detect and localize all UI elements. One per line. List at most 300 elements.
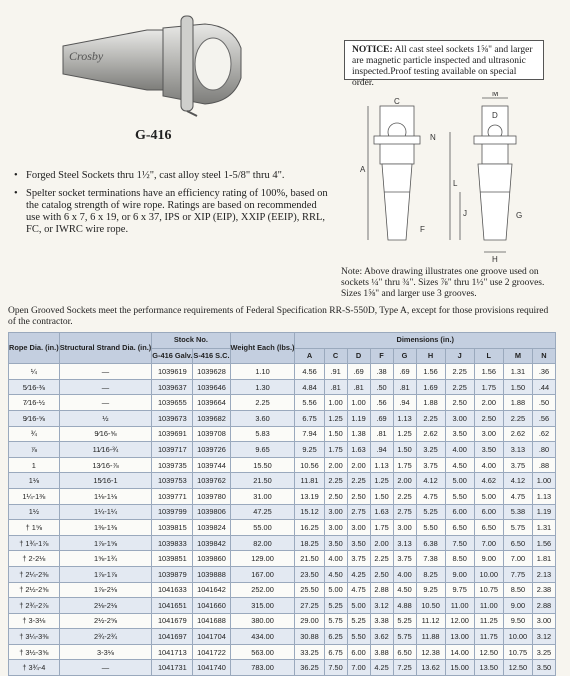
table-cell: 3.00 bbox=[324, 504, 347, 520]
table-cell: 1039691 bbox=[152, 426, 193, 442]
table-cell: 1.25 bbox=[324, 410, 347, 426]
table-cell: 6.75 bbox=[324, 644, 347, 660]
table-cell: 3.38 bbox=[370, 613, 393, 629]
table-cell: 11.12 bbox=[416, 613, 445, 629]
table-cell: 2.38 bbox=[532, 582, 555, 598]
table-cell: .56 bbox=[370, 395, 393, 411]
spec-table bbox=[8, 332, 556, 676]
table-cell: 1039726 bbox=[193, 442, 230, 458]
table-row bbox=[9, 426, 556, 442]
table-cell: 9⁄16-⅝ bbox=[59, 426, 152, 442]
table-cell: 10.75 bbox=[503, 644, 532, 660]
dim-label-c: C bbox=[394, 97, 400, 106]
table-cell: 6.50 bbox=[474, 520, 503, 536]
table-cell: 5.25 bbox=[393, 613, 416, 629]
table-cell: 4.75 bbox=[503, 488, 532, 504]
table-cell: 1039860 bbox=[193, 551, 230, 567]
table-cell: 9.00 bbox=[445, 566, 474, 582]
col-header-dim-n: N bbox=[532, 348, 555, 364]
table-cell: 2.25 bbox=[503, 410, 532, 426]
table-cell: † 3-3⅛ bbox=[9, 613, 60, 629]
table-cell: 5.50 bbox=[416, 520, 445, 536]
table-cell: 3.50 bbox=[474, 442, 503, 458]
table-cell: 6.25 bbox=[324, 629, 347, 645]
table-row bbox=[9, 598, 556, 614]
table-cell: 2.00 bbox=[393, 473, 416, 489]
table-cell: 7.38 bbox=[416, 551, 445, 567]
table-cell: .50 bbox=[370, 379, 393, 395]
table-cell: 1.13 bbox=[393, 410, 416, 426]
table-cell: 4.56 bbox=[295, 364, 324, 380]
table-cell: 9.50 bbox=[503, 613, 532, 629]
table-cell: 2.00 bbox=[347, 457, 370, 473]
table-row bbox=[9, 395, 556, 411]
table-cell: 2.25 bbox=[445, 364, 474, 380]
table-cell: 3.75 bbox=[393, 551, 416, 567]
table-cell: 15⁄16-1 bbox=[59, 473, 152, 489]
notice-text: All cast steel sockets 1⅝" and larger are magnetic particle inspected and ultrasonic inspected.Proof testing available on special order. bbox=[352, 45, 533, 88]
table-cell: 4.50 bbox=[445, 457, 474, 473]
table-cell: 2.25 bbox=[416, 410, 445, 426]
table-cell: 9.00 bbox=[474, 551, 503, 567]
table-cell: 16.25 bbox=[295, 520, 324, 536]
table-cell: 1039664 bbox=[193, 395, 230, 411]
table-cell: 1.13 bbox=[370, 457, 393, 473]
table-cell: 1039753 bbox=[152, 473, 193, 489]
table-cell: 1⅝-1¾ bbox=[59, 551, 152, 567]
table-cell: 3.88 bbox=[370, 644, 393, 660]
table-cell: 1.75 bbox=[370, 520, 393, 536]
table-cell: 13.50 bbox=[474, 660, 503, 676]
table-cell: 4.50 bbox=[324, 566, 347, 582]
table-cell: 21.50 bbox=[295, 551, 324, 567]
notice-label: NOTICE: bbox=[352, 45, 393, 55]
table-cell: 3.60 bbox=[230, 410, 295, 426]
table-cell: 14.00 bbox=[445, 644, 474, 660]
table-cell: 10.75 bbox=[474, 582, 503, 598]
table-cell: 3.00 bbox=[474, 426, 503, 442]
table-cell: 11.88 bbox=[416, 629, 445, 645]
table-cell: 1039833 bbox=[152, 535, 193, 551]
table-cell: 3.75 bbox=[347, 551, 370, 567]
table-row bbox=[9, 582, 556, 598]
table-cell: 6.50 bbox=[445, 520, 474, 536]
table-cell: 1039628 bbox=[193, 364, 230, 380]
dim-label-a: A bbox=[360, 165, 366, 174]
table-cell: 3.50 bbox=[324, 535, 347, 551]
table-cell: 563.00 bbox=[230, 644, 295, 660]
table-cell: 3.62 bbox=[370, 629, 393, 645]
table-cell: 12.00 bbox=[445, 613, 474, 629]
table-row bbox=[9, 535, 556, 551]
table-cell: 9.75 bbox=[445, 582, 474, 598]
table-cell: 3.75 bbox=[416, 457, 445, 473]
table-cell: 5.83 bbox=[230, 426, 295, 442]
table-cell: 1039842 bbox=[193, 535, 230, 551]
table-cell: .44 bbox=[532, 379, 555, 395]
table-cell: 1039815 bbox=[152, 520, 193, 536]
table-cell: 1.10 bbox=[230, 364, 295, 380]
table-cell: 18.25 bbox=[295, 535, 324, 551]
table-row bbox=[9, 504, 556, 520]
table-cell: 1.88 bbox=[503, 395, 532, 411]
table-row bbox=[9, 613, 556, 629]
table-cell: 10.56 bbox=[295, 457, 324, 473]
table-cell: 13.62 bbox=[416, 660, 445, 676]
table-row bbox=[9, 520, 556, 536]
table-cell: 3.75 bbox=[503, 457, 532, 473]
table-cell: 10.00 bbox=[474, 566, 503, 582]
table-cell: 1⅞-1⅝ bbox=[59, 535, 152, 551]
table-cell: 6.38 bbox=[416, 535, 445, 551]
table-cell: 2.62 bbox=[503, 426, 532, 442]
table-cell: 2.00 bbox=[474, 395, 503, 411]
col-header-rope: Rope Dia. (in.) bbox=[9, 333, 60, 364]
table-cell: 7.00 bbox=[347, 660, 370, 676]
table-cell: 29.00 bbox=[295, 613, 324, 629]
table-cell: 1039682 bbox=[193, 410, 230, 426]
table-cell: 4.25 bbox=[370, 660, 393, 676]
table-cell: 6.75 bbox=[295, 410, 324, 426]
table-cell: .91 bbox=[324, 364, 347, 380]
col-header-stock: Stock No. bbox=[152, 333, 230, 349]
table-cell: ¼ bbox=[9, 364, 60, 380]
table-cell: 3.00 bbox=[393, 520, 416, 536]
table-cell: 1039824 bbox=[193, 520, 230, 536]
table-cell: † 2¾-2⅞ bbox=[9, 598, 60, 614]
table-cell: 3.13 bbox=[503, 442, 532, 458]
table-cell: 7.00 bbox=[503, 551, 532, 567]
table-cell: 5.25 bbox=[347, 613, 370, 629]
table-cell: † 3¾-4 bbox=[9, 660, 60, 676]
table-row bbox=[9, 551, 556, 567]
col-header-dim-m: M bbox=[503, 348, 532, 364]
table-cell: 5.00 bbox=[445, 473, 474, 489]
table-cell: ¾ bbox=[9, 426, 60, 442]
col-header-dim-h: H bbox=[416, 348, 445, 364]
table-cell: 4.00 bbox=[445, 442, 474, 458]
table-cell: 7⁄16-½ bbox=[9, 395, 60, 411]
table-cell: 2.75 bbox=[347, 504, 370, 520]
table-cell: 2.25 bbox=[347, 473, 370, 489]
table-cell: 1041660 bbox=[193, 598, 230, 614]
table-cell: — bbox=[59, 379, 152, 395]
table-cell: 36.25 bbox=[295, 660, 324, 676]
table-cell: 1039806 bbox=[193, 504, 230, 520]
table-cell: 1.69 bbox=[416, 379, 445, 395]
table-cell: 1.50 bbox=[393, 442, 416, 458]
table-cell: 1.25 bbox=[393, 426, 416, 442]
table-cell: 15.12 bbox=[295, 504, 324, 520]
table-cell: ½ bbox=[59, 410, 152, 426]
table-cell: 1039762 bbox=[193, 473, 230, 489]
table-cell: 8.50 bbox=[503, 582, 532, 598]
table-cell: 1039646 bbox=[193, 379, 230, 395]
table-cell: 7.25 bbox=[393, 660, 416, 676]
table-cell: 1.56 bbox=[532, 535, 555, 551]
table-cell: 55.00 bbox=[230, 520, 295, 536]
table-cell: 8.25 bbox=[416, 566, 445, 582]
table-cell: 1039851 bbox=[152, 551, 193, 567]
dim-label-g: G bbox=[516, 211, 523, 220]
table-cell: 1.00 bbox=[324, 395, 347, 411]
col-header-dim-l: L bbox=[474, 348, 503, 364]
table-cell: 5.38 bbox=[503, 504, 532, 520]
table-cell: 252.00 bbox=[230, 582, 295, 598]
table-cell: 11.81 bbox=[295, 473, 324, 489]
table-cell: .69 bbox=[347, 364, 370, 380]
table-cell: 1039708 bbox=[193, 426, 230, 442]
table-row bbox=[9, 629, 556, 645]
table-cell: 3.00 bbox=[324, 520, 347, 536]
table-cell: 2.13 bbox=[532, 566, 555, 582]
table-cell: 13.19 bbox=[295, 488, 324, 504]
table-cell: † 2½-2⅝ bbox=[9, 582, 60, 598]
table-cell: .81 bbox=[393, 379, 416, 395]
table-cell: 13⁄16-⅞ bbox=[59, 457, 152, 473]
table-cell: 1.25 bbox=[370, 473, 393, 489]
table-cell: 1⅜-1⅜ bbox=[59, 520, 152, 536]
col-header-s416: S-416 S.C. bbox=[193, 348, 230, 364]
table-cell: † 2¼-2⅜ bbox=[9, 566, 60, 582]
table-cell: † 1⅝ bbox=[9, 520, 60, 536]
table-cell: 1041722 bbox=[193, 644, 230, 660]
table-cell: 1⅞-1⅞ bbox=[59, 566, 152, 582]
table-cell: 1⅛ bbox=[9, 473, 60, 489]
table-cell: 6.00 bbox=[445, 504, 474, 520]
table-cell: .69 bbox=[393, 364, 416, 380]
col-header-dim-d: D bbox=[347, 348, 370, 364]
table-cell: 3-3⅛ bbox=[59, 644, 152, 660]
dim-label-l: L bbox=[453, 179, 458, 188]
table-cell: 12.50 bbox=[474, 644, 503, 660]
table-cell: 9.65 bbox=[230, 442, 295, 458]
table-cell: 2.62 bbox=[416, 426, 445, 442]
table-cell: 12.38 bbox=[416, 644, 445, 660]
table-cell: 1.00 bbox=[347, 395, 370, 411]
table-cell: 1039619 bbox=[152, 364, 193, 380]
table-cell: 1.75 bbox=[393, 457, 416, 473]
table-cell: 1.56 bbox=[416, 364, 445, 380]
table-cell: .81 bbox=[347, 379, 370, 395]
table-cell: 11.00 bbox=[474, 598, 503, 614]
table-cell: 2.25 bbox=[445, 379, 474, 395]
table-cell: .94 bbox=[393, 395, 416, 411]
dim-label-j: J bbox=[463, 209, 467, 218]
table-cell: 2.50 bbox=[474, 410, 503, 426]
table-cell: 2.88 bbox=[532, 598, 555, 614]
table-cell: † 3½-3⅝ bbox=[9, 644, 60, 660]
table-cell: 3.00 bbox=[347, 520, 370, 536]
table-cell: 5.50 bbox=[445, 488, 474, 504]
feature-item: • Spelter socket terminations have an efficiency rating of 100%, based on the catalog strength of wire rope. Ratings are based on recommended use with 6 x 7, 6 x 19, or 6 x 37, IPS or XIP (EIP), XXIP (EEIP), RRL, FC, or IWRC wire rope. bbox=[14, 188, 332, 236]
table-cell: — bbox=[59, 395, 152, 411]
table-cell: 1041679 bbox=[152, 613, 193, 629]
table-cell: 1041697 bbox=[152, 629, 193, 645]
table-row bbox=[9, 644, 556, 660]
table-cell: † 1¾-1⅞ bbox=[9, 535, 60, 551]
table-cell: 2.00 bbox=[370, 535, 393, 551]
table-cell: 7.94 bbox=[295, 426, 324, 442]
table-cell: 4.88 bbox=[393, 598, 416, 614]
table-cell: 2.00 bbox=[324, 457, 347, 473]
feature-list bbox=[14, 170, 332, 242]
table-cell: 1039771 bbox=[152, 488, 193, 504]
table-cell: 2.75 bbox=[393, 504, 416, 520]
table-cell: 434.00 bbox=[230, 629, 295, 645]
table-cell: 4.25 bbox=[347, 566, 370, 582]
spec-intro: Open Grooved Sockets meet the performance requirements of Federal Specification RR-S-550D, Type A, except for those provisions required of the contractor. bbox=[8, 306, 549, 327]
table-cell: 9.00 bbox=[503, 598, 532, 614]
table-cell: 167.00 bbox=[230, 566, 295, 582]
table-cell: 6.00 bbox=[474, 504, 503, 520]
table-cell: 1.88 bbox=[416, 395, 445, 411]
table-cell: 2.50 bbox=[445, 395, 474, 411]
table-cell: 7.00 bbox=[474, 535, 503, 551]
table-cell: 380.00 bbox=[230, 613, 295, 629]
table-cell: 15.50 bbox=[230, 457, 295, 473]
table-cell: 1041642 bbox=[193, 582, 230, 598]
table-row bbox=[9, 566, 556, 582]
table-cell: .94 bbox=[370, 442, 393, 458]
table-cell: 2.50 bbox=[370, 566, 393, 582]
table-cell: 1041704 bbox=[193, 629, 230, 645]
table-cell: 7.75 bbox=[503, 566, 532, 582]
table-cell: † 3¼-3⅜ bbox=[9, 629, 60, 645]
table-cell: .36 bbox=[532, 364, 555, 380]
table-cell: 6.50 bbox=[393, 644, 416, 660]
table-cell: .56 bbox=[532, 410, 555, 426]
table-cell: 5.50 bbox=[347, 629, 370, 645]
table-cell: 2¾-2¾ bbox=[59, 629, 152, 645]
table-cell: 7.50 bbox=[324, 660, 347, 676]
table-cell: 1⅞-2⅛ bbox=[59, 582, 152, 598]
table-cell: 129.00 bbox=[230, 551, 295, 567]
table-cell: 3.50 bbox=[347, 535, 370, 551]
table-cell: .38 bbox=[370, 364, 393, 380]
table-cell: 2.25 bbox=[370, 551, 393, 567]
table-cell: 1039744 bbox=[193, 457, 230, 473]
table-cell: 47.25 bbox=[230, 504, 295, 520]
table-cell: 82.00 bbox=[230, 535, 295, 551]
table-cell: 1039655 bbox=[152, 395, 193, 411]
table-cell: 4.12 bbox=[416, 473, 445, 489]
table-cell: 4.84 bbox=[295, 379, 324, 395]
table-cell: 1.75 bbox=[324, 442, 347, 458]
dim-label-n: N bbox=[430, 133, 436, 142]
table-cell: 3.50 bbox=[445, 426, 474, 442]
brand-mark: Crosby bbox=[69, 49, 104, 63]
dim-label-d: D bbox=[492, 111, 498, 120]
table-cell: 3.00 bbox=[445, 410, 474, 426]
table-row bbox=[9, 379, 556, 395]
table-cell: 1.31 bbox=[503, 364, 532, 380]
table-cell: 4.62 bbox=[474, 473, 503, 489]
table-cell: 1.38 bbox=[347, 426, 370, 442]
dim-label-m: M bbox=[492, 92, 499, 98]
table-cell: 1041731 bbox=[152, 660, 193, 676]
col-header-dimensions: Dimensions (in.) bbox=[295, 333, 556, 349]
table-cell: 2.25 bbox=[393, 488, 416, 504]
table-cell: 1.13 bbox=[532, 488, 555, 504]
table-cell: 11⁄16-¾ bbox=[59, 442, 152, 458]
table-cell: 1039780 bbox=[193, 488, 230, 504]
table-cell: 8.50 bbox=[445, 551, 474, 567]
table-cell: 1¼-1⅜ bbox=[9, 488, 60, 504]
table-cell: 2½-2⅝ bbox=[59, 613, 152, 629]
dim-label-f: F bbox=[420, 225, 425, 234]
table-cell: — bbox=[59, 364, 152, 380]
table-cell: 15.00 bbox=[445, 660, 474, 676]
table-cell: 1.19 bbox=[347, 410, 370, 426]
notice-box bbox=[344, 40, 544, 88]
col-header-dim-f: F bbox=[370, 348, 393, 364]
table-row bbox=[9, 488, 556, 504]
table-cell: 9⁄16-⅝ bbox=[9, 410, 60, 426]
table-row bbox=[9, 364, 556, 380]
col-header-dim-c: C bbox=[324, 348, 347, 364]
table-cell: 5.75 bbox=[503, 520, 532, 536]
table-cell: 3.12 bbox=[532, 629, 555, 645]
col-header-g416: G-416 Galv. bbox=[152, 348, 193, 364]
table-cell: 1039637 bbox=[152, 379, 193, 395]
table-cell: 1.00 bbox=[532, 473, 555, 489]
table-cell: 1 bbox=[9, 457, 60, 473]
table-cell: 2.25 bbox=[230, 395, 295, 411]
table-cell: 4.50 bbox=[393, 582, 416, 598]
table-row bbox=[9, 457, 556, 473]
table-cell: 3.12 bbox=[370, 598, 393, 614]
table-cell: 1.63 bbox=[370, 504, 393, 520]
table-cell: 1.30 bbox=[230, 379, 295, 395]
table-cell: 4.00 bbox=[324, 551, 347, 567]
table-cell: 1.50 bbox=[370, 488, 393, 504]
table-cell: 5.75 bbox=[324, 613, 347, 629]
table-cell: .81 bbox=[370, 426, 393, 442]
col-header-strand: Structural Strand Dia. (in.) bbox=[59, 333, 152, 364]
table-cell: 4.75 bbox=[416, 488, 445, 504]
table-cell: 1039879 bbox=[152, 566, 193, 582]
table-cell: 1⅛-1⅛ bbox=[59, 488, 152, 504]
socket-product-image bbox=[55, 8, 255, 118]
table-cell: 1039735 bbox=[152, 457, 193, 473]
col-header-weight: Weight Each (lbs.) bbox=[230, 333, 295, 364]
table-cell: 3.13 bbox=[393, 535, 416, 551]
table-cell: 1039799 bbox=[152, 504, 193, 520]
table-cell: 1.50 bbox=[503, 379, 532, 395]
table-cell: † 2-2⅛ bbox=[9, 551, 60, 567]
table-cell: 13.00 bbox=[445, 629, 474, 645]
col-header-dim-j: J bbox=[445, 348, 474, 364]
table-cell: ⅞ bbox=[9, 442, 60, 458]
table-cell: 1¼-1¼ bbox=[59, 504, 152, 520]
table-cell: 10.00 bbox=[503, 629, 532, 645]
table-cell: 1.50 bbox=[324, 426, 347, 442]
table-cell: 12.50 bbox=[503, 660, 532, 676]
table-cell: 1.31 bbox=[532, 520, 555, 536]
table-cell: 5.25 bbox=[416, 504, 445, 520]
dim-label-h: H bbox=[492, 255, 498, 264]
table-cell: 4.00 bbox=[393, 566, 416, 582]
table-cell: 1.63 bbox=[347, 442, 370, 458]
table-cell: 11.25 bbox=[474, 613, 503, 629]
table-cell: 27.25 bbox=[295, 598, 324, 614]
table-row bbox=[9, 410, 556, 426]
table-cell: 23.50 bbox=[295, 566, 324, 582]
table-cell: 4.75 bbox=[347, 582, 370, 598]
table-cell: 783.00 bbox=[230, 660, 295, 676]
table-cell: 5⁄16-⅜ bbox=[9, 379, 60, 395]
